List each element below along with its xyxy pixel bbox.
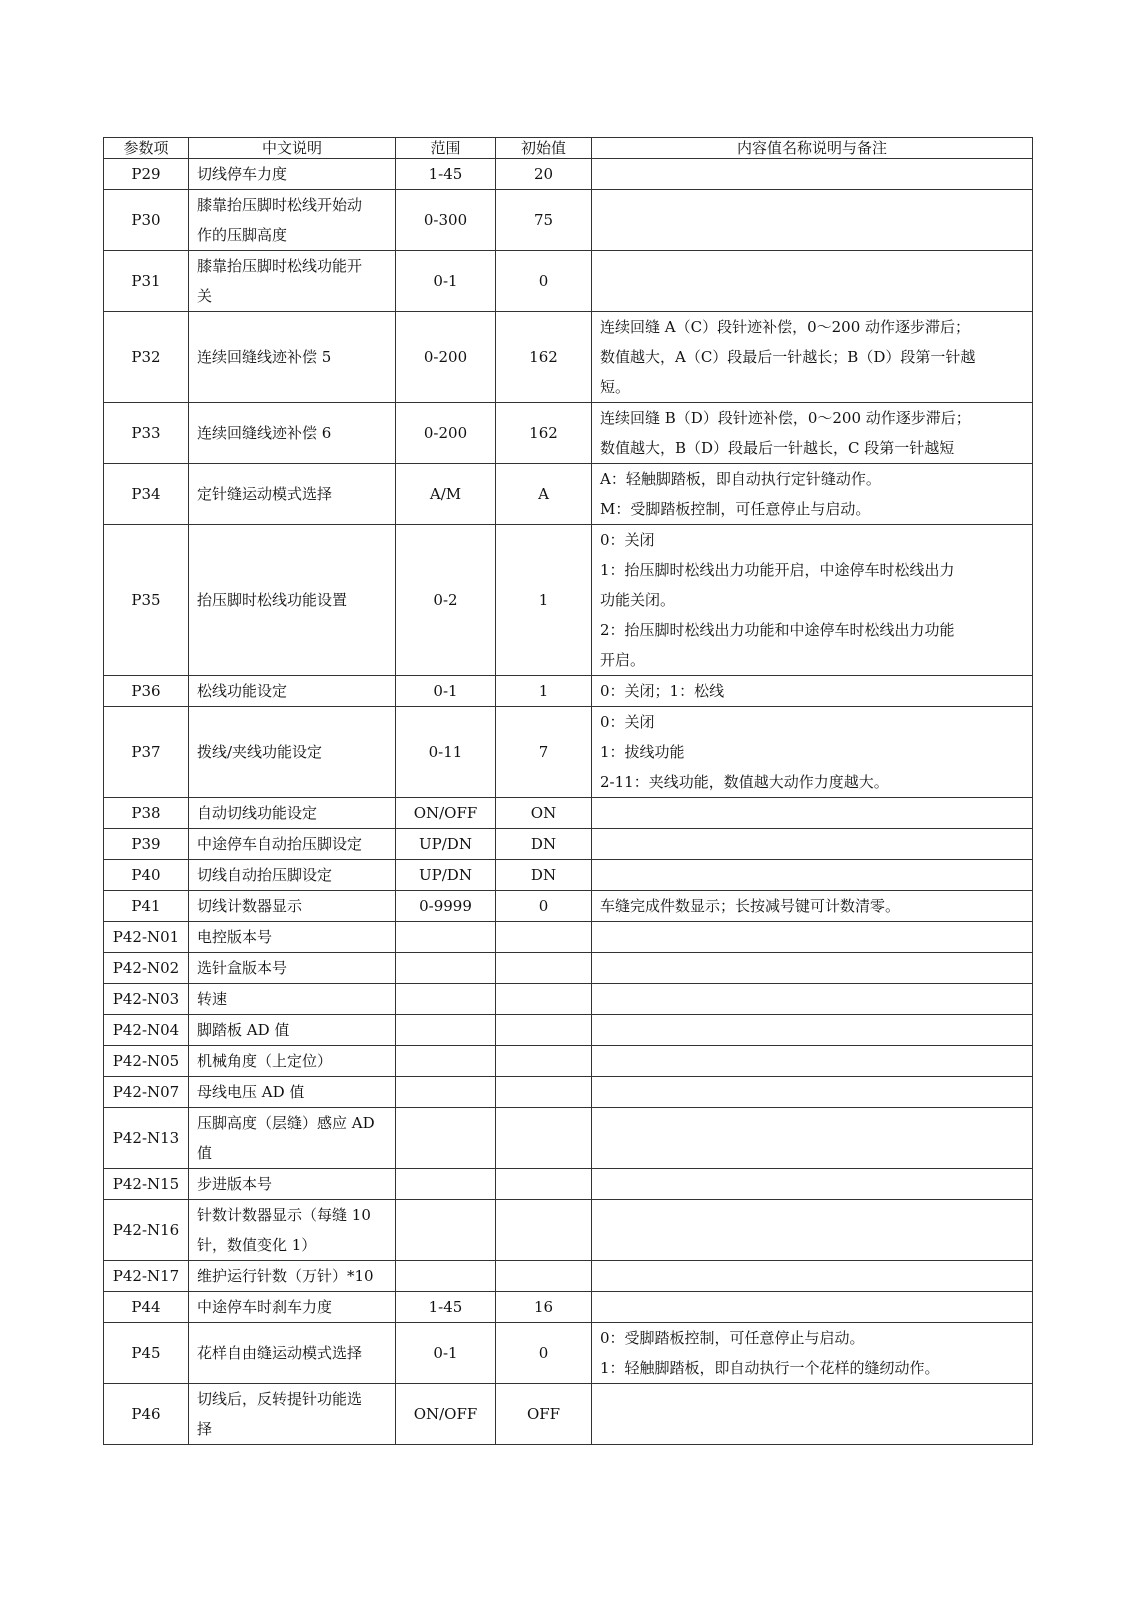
range-cell [396, 922, 496, 953]
notes-cell [592, 1046, 1033, 1077]
param-id-cell: P37 [104, 707, 189, 798]
notes-cell [592, 922, 1033, 953]
table-row [104, 1077, 1033, 1108]
table-row [104, 1046, 1033, 1077]
range-cell: 0-9999 [396, 891, 496, 922]
notes-cell [592, 798, 1033, 829]
description-cell-line: 切线后，反转提针功能选 [197, 1390, 363, 1408]
table-row [104, 1292, 1033, 1323]
initial-value-cell [496, 1261, 592, 1292]
description-cell [189, 1200, 396, 1261]
description-cell [189, 1015, 396, 1046]
description-cell [189, 1292, 396, 1323]
notes-cell-line: M：受脚踏板控制，可任意停止与启动。 [600, 500, 871, 518]
description-cell-line: 针数计数器显示（每缝 10 [197, 1206, 371, 1224]
initial-value-cell [496, 1015, 592, 1046]
param-id-cell: P36 [104, 676, 189, 707]
table-row [104, 676, 1033, 707]
description-cell [189, 1108, 396, 1169]
description-cell [189, 190, 396, 251]
range-cell: 1-45 [396, 159, 496, 190]
description-cell-line: 自动切线功能设定 [197, 804, 318, 822]
table-row [104, 312, 1033, 403]
initial-value-cell [496, 1077, 592, 1108]
table-row [104, 707, 1033, 798]
table-row [104, 922, 1033, 953]
table-row [104, 1015, 1033, 1046]
initial-value-cell [496, 1046, 592, 1077]
notes-cell-line: 车缝完成件数显示；长按减号键可计数清零。 [600, 897, 901, 915]
notes-cell-line: 2-11：夹线功能，数值越大动作力度越大。 [600, 773, 889, 791]
description-cell-line: 选针盒版本号 [197, 959, 288, 977]
initial-value-cell [496, 1200, 592, 1261]
table-row [104, 1169, 1033, 1200]
initial-value-cell: 0 [496, 1323, 592, 1384]
param-id-cell: P42-N02 [104, 953, 189, 984]
range-cell [396, 1200, 496, 1261]
notes-cell [592, 829, 1033, 860]
description-cell-line: 关 [197, 287, 213, 305]
param-id-cell: P45 [104, 1323, 189, 1384]
table-row [104, 953, 1033, 984]
description-cell [189, 1323, 396, 1384]
notes-cell-line: 0：关闭 [600, 713, 655, 731]
range-cell [396, 1015, 496, 1046]
notes-cell-line: 功能关闭。 [600, 591, 676, 609]
param-id-cell: P42-N17 [104, 1261, 189, 1292]
initial-value-cell: 1 [496, 525, 592, 676]
range-cell [396, 1046, 496, 1077]
range-cell: ON/OFF [396, 798, 496, 829]
description-cell-line: 针，数值变化 1） [197, 1236, 317, 1254]
description-cell [189, 1077, 396, 1108]
range-cell: 0-200 [396, 403, 496, 464]
initial-value-cell [496, 922, 592, 953]
param-id-cell: P42-N15 [104, 1169, 189, 1200]
description-cell [189, 707, 396, 798]
table-row [104, 860, 1033, 891]
description-cell-line: 压脚高度（层缝）感应 AD [197, 1114, 375, 1132]
notes-cell-line: 0：关闭 [600, 531, 655, 549]
description-cell [189, 953, 396, 984]
notes-cell-line: 2：抬压脚时松线出力功能和中途停车时松线出力功能 [600, 621, 955, 639]
range-cell: A/M [396, 464, 496, 525]
notes-cell-line: 连续回缝 B（D）段针迹补偿，0～200 动作逐步滞后； [600, 409, 971, 427]
notes-cell [592, 251, 1033, 312]
notes-cell [592, 891, 1033, 922]
initial-value-cell: 0 [496, 891, 592, 922]
initial-value-cell: 7 [496, 707, 592, 798]
notes-cell [592, 1077, 1033, 1108]
table-header-row [104, 138, 1033, 159]
table-row [104, 1384, 1033, 1445]
table-row [104, 891, 1033, 922]
description-cell-line: 作的压脚高度 [197, 226, 288, 244]
range-cell: 0-300 [396, 190, 496, 251]
param-id-cell: P42-N04 [104, 1015, 189, 1046]
initial-value-cell: 1 [496, 676, 592, 707]
notes-cell [592, 312, 1033, 403]
notes-cell [592, 525, 1033, 676]
initial-value-cell [496, 953, 592, 984]
description-cell-line: 定针缝运动模式选择 [197, 485, 333, 503]
range-cell: 0-1 [396, 1323, 496, 1384]
description-cell [189, 251, 396, 312]
description-cell-line: 中途停车自动抬压脚设定 [197, 835, 363, 853]
param-id-cell: P42-N13 [104, 1108, 189, 1169]
initial-value-cell: 0 [496, 251, 592, 312]
range-cell: 0-1 [396, 251, 496, 312]
range-cell: UP/DN [396, 829, 496, 860]
initial-value-cell: ON [496, 798, 592, 829]
notes-cell-line: A：轻触脚踏板，即自动执行定针缝动作。 [600, 470, 881, 488]
param-id-cell: P31 [104, 251, 189, 312]
parameter-table [103, 137, 1033, 1445]
initial-value-cell [496, 1169, 592, 1200]
param-id-cell: P39 [104, 829, 189, 860]
param-id-cell: P38 [104, 798, 189, 829]
initial-value-cell: 162 [496, 312, 592, 403]
description-cell-line: 脚踏板 AD 值 [197, 1021, 290, 1039]
description-cell [189, 525, 396, 676]
description-cell [189, 1261, 396, 1292]
description-cell [189, 1169, 396, 1200]
notes-cell-line: 短。 [600, 378, 631, 396]
notes-cell [592, 707, 1033, 798]
header-param-id: 参数项 [104, 138, 189, 159]
range-cell [396, 984, 496, 1015]
table-row [104, 159, 1033, 190]
range-cell [396, 1077, 496, 1108]
description-cell-line: 连续回缝线迹补偿 6 [197, 424, 332, 442]
description-cell-line: 松线功能设定 [197, 682, 288, 700]
range-cell: UP/DN [396, 860, 496, 891]
description-cell-line: 抬压脚时松线功能设置 [197, 591, 348, 609]
range-cell [396, 953, 496, 984]
notes-cell [592, 676, 1033, 707]
table-row [104, 798, 1033, 829]
notes-cell [592, 1200, 1033, 1261]
description-cell-line: 花样自由缝运动模式选择 [197, 1344, 363, 1362]
table-row [104, 190, 1033, 251]
description-cell [189, 403, 396, 464]
description-cell [189, 860, 396, 891]
initial-value-cell: 16 [496, 1292, 592, 1323]
description-cell [189, 159, 396, 190]
range-cell [396, 1169, 496, 1200]
range-cell [396, 1108, 496, 1169]
notes-cell-line: 1：轻触脚踏板，即自动执行一个花样的缝纫动作。 [600, 1359, 940, 1377]
param-id-cell: P41 [104, 891, 189, 922]
notes-cell [592, 190, 1033, 251]
notes-cell-line: 数值越大，B（D）段最后一针越长，C 段第一针越短 [600, 439, 955, 457]
description-cell-line: 机械角度（上定位） [197, 1052, 333, 1070]
table-body [104, 159, 1033, 1445]
description-cell-line: 转速 [197, 990, 228, 1008]
table-row [104, 984, 1033, 1015]
range-cell: 0-11 [396, 707, 496, 798]
range-cell: ON/OFF [396, 1384, 496, 1445]
description-cell-line: 拨线/夹线功能设定 [197, 743, 323, 761]
description-cell [189, 312, 396, 403]
param-id-cell: P40 [104, 860, 189, 891]
description-cell [189, 922, 396, 953]
description-cell-line: 中途停车时刹车力度 [197, 1298, 333, 1316]
description-cell [189, 1384, 396, 1445]
range-cell: 1-45 [396, 1292, 496, 1323]
notes-cell [592, 1323, 1033, 1384]
notes-cell-line: 0：关闭；1：松线 [600, 682, 725, 700]
table-row [104, 464, 1033, 525]
description-cell-line: 值 [197, 1144, 213, 1162]
description-cell-line: 电控版本号 [197, 928, 273, 946]
param-id-cell: P42-N07 [104, 1077, 189, 1108]
notes-cell [592, 1108, 1033, 1169]
param-id-cell: P29 [104, 159, 189, 190]
notes-cell [592, 1015, 1033, 1046]
range-cell: 0-1 [396, 676, 496, 707]
table-row [104, 1200, 1033, 1261]
initial-value-cell: 20 [496, 159, 592, 190]
description-cell-line: 择 [197, 1420, 213, 1438]
description-cell-line: 切线自动抬压脚设定 [197, 866, 333, 884]
notes-cell [592, 984, 1033, 1015]
description-cell-line: 膝靠抬压脚时松线开始动 [197, 196, 363, 214]
param-id-cell: P35 [104, 525, 189, 676]
table-row [104, 1108, 1033, 1169]
description-cell [189, 676, 396, 707]
description-cell [189, 891, 396, 922]
initial-value-cell [496, 984, 592, 1015]
param-id-cell: P46 [104, 1384, 189, 1445]
description-cell-line: 切线停车力度 [197, 165, 288, 183]
range-cell [396, 1261, 496, 1292]
table-row [104, 829, 1033, 860]
table-row [104, 1261, 1033, 1292]
notes-cell [592, 860, 1033, 891]
table-row [104, 1323, 1033, 1384]
description-cell-line: 连续回缝线迹补偿 5 [197, 348, 332, 366]
initial-value-cell: DN [496, 860, 592, 891]
description-cell-line: 母线电压 AD 值 [197, 1083, 305, 1101]
param-id-cell: P34 [104, 464, 189, 525]
description-cell [189, 984, 396, 1015]
description-cell [189, 798, 396, 829]
description-cell [189, 464, 396, 525]
param-id-cell: P42-N05 [104, 1046, 189, 1077]
initial-value-cell: 162 [496, 403, 592, 464]
param-id-cell: P42-N03 [104, 984, 189, 1015]
notes-cell [592, 953, 1033, 984]
notes-cell-line: 数值越大，A（C）段最后一针越长；B（D）段第一针越 [600, 348, 976, 366]
notes-cell [592, 1169, 1033, 1200]
notes-cell [592, 1384, 1033, 1445]
param-id-cell: P32 [104, 312, 189, 403]
notes-cell [592, 403, 1033, 464]
header-range: 范围 [396, 138, 496, 159]
initial-value-cell: OFF [496, 1384, 592, 1445]
notes-cell-line: 0：受脚踏板控制，可任意停止与启动。 [600, 1329, 865, 1347]
description-cell [189, 1046, 396, 1077]
table-row [104, 403, 1033, 464]
param-id-cell: P33 [104, 403, 189, 464]
header-notes: 内容值名称说明与备注 [592, 138, 1033, 159]
notes-cell [592, 1261, 1033, 1292]
initial-value-cell [496, 1108, 592, 1169]
description-cell-line: 维护运行针数（万针）*10 [197, 1267, 374, 1285]
initial-value-cell: 75 [496, 190, 592, 251]
header-description: 中文说明 [189, 138, 396, 159]
range-cell: 0-200 [396, 312, 496, 403]
notes-cell-line: 1：抬压脚时松线出力功能开启，中途停车时松线出力 [600, 561, 955, 579]
range-cell: 0-2 [396, 525, 496, 676]
notes-cell-line: 开启。 [600, 651, 646, 669]
header-initial-value: 初始值 [496, 138, 592, 159]
notes-cell [592, 1292, 1033, 1323]
initial-value-cell: A [496, 464, 592, 525]
table-row [104, 525, 1033, 676]
param-id-cell: P42-N16 [104, 1200, 189, 1261]
table-row [104, 251, 1033, 312]
param-id-cell: P42-N01 [104, 922, 189, 953]
initial-value-cell: DN [496, 829, 592, 860]
description-cell [189, 829, 396, 860]
notes-cell [592, 464, 1033, 525]
param-id-cell: P44 [104, 1292, 189, 1323]
description-cell-line: 步进版本号 [197, 1175, 273, 1193]
notes-cell [592, 159, 1033, 190]
description-cell-line: 膝靠抬压脚时松线功能开 [197, 257, 363, 275]
notes-cell-line: 1：拔线功能 [600, 743, 685, 761]
description-cell-line: 切线计数器显示 [197, 897, 303, 915]
notes-cell-line: 连续回缝 A（C）段针迹补偿，0～200 动作逐步滞后； [600, 318, 971, 336]
param-id-cell: P30 [104, 190, 189, 251]
